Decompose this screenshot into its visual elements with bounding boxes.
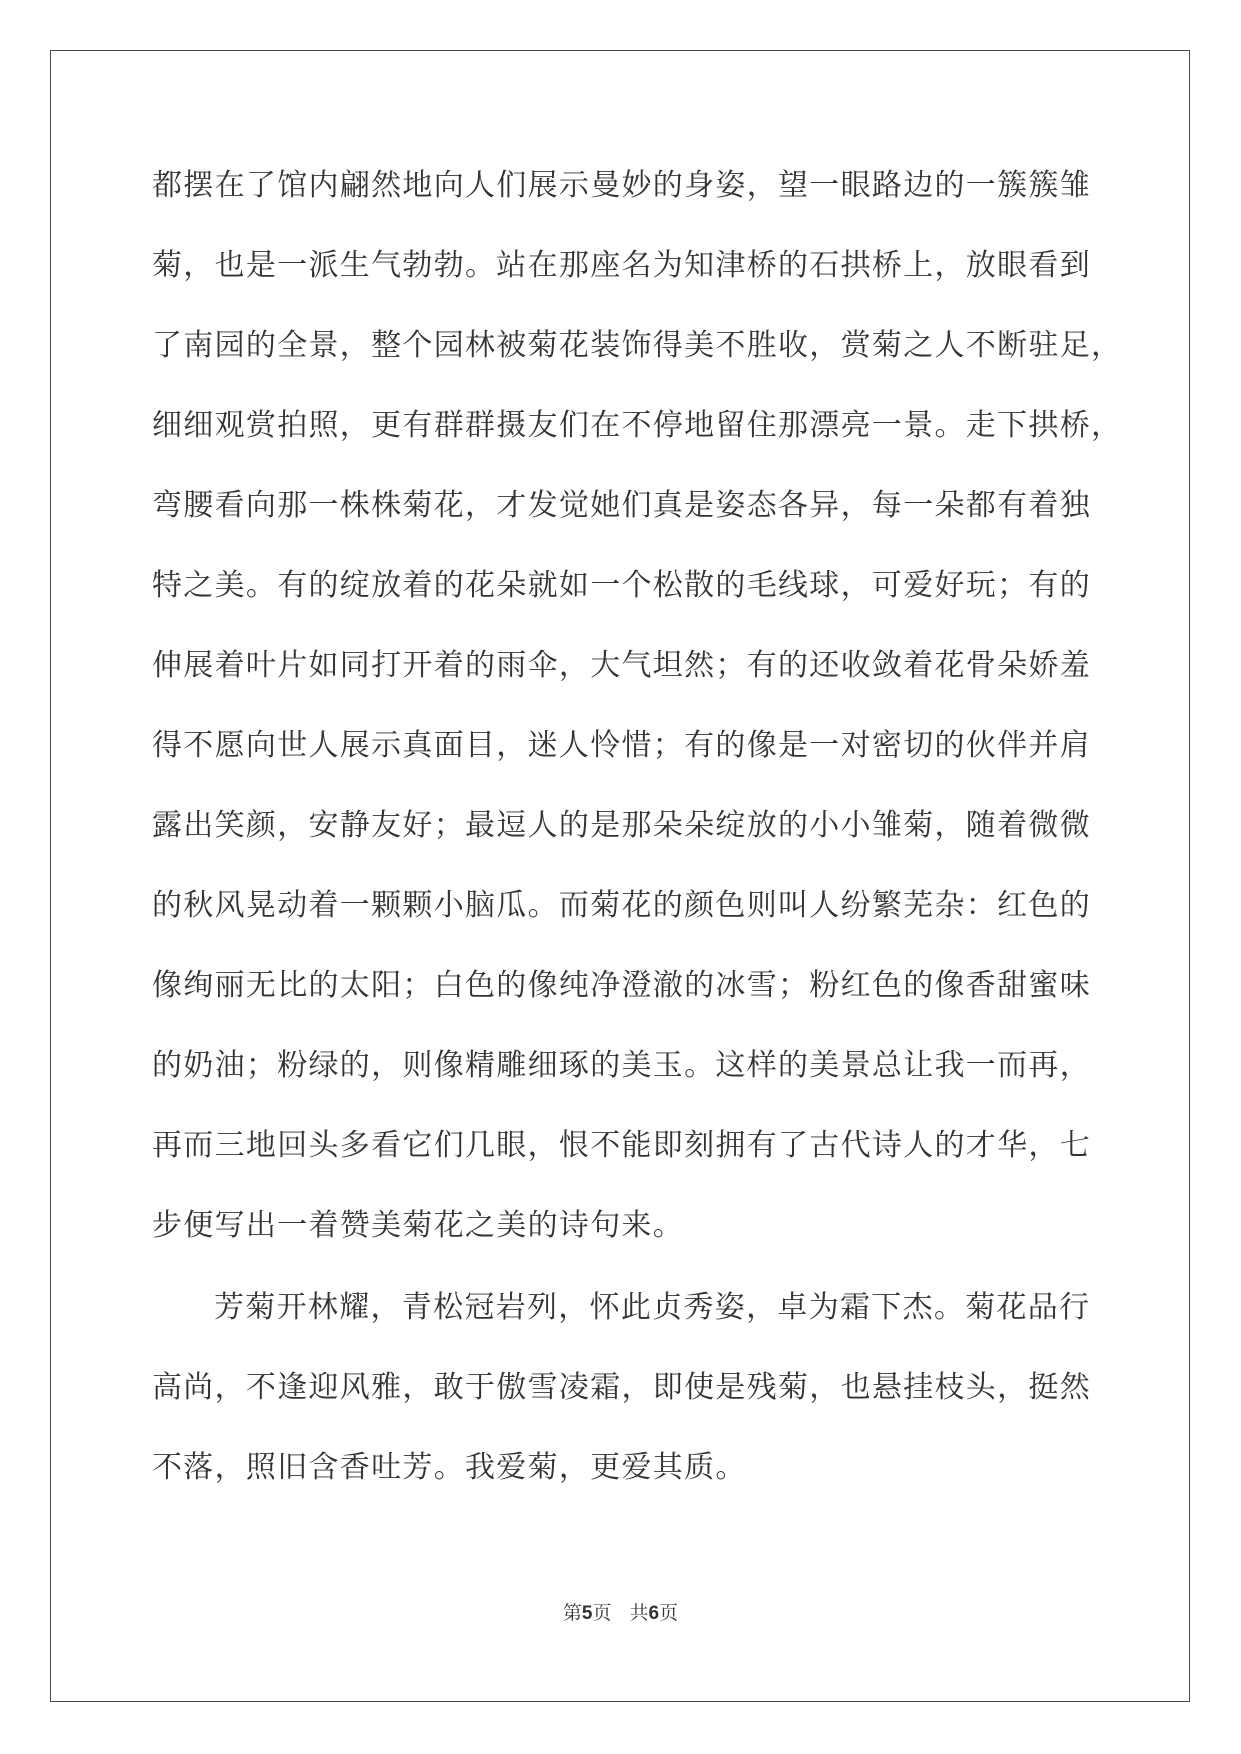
paragraph-1-line-6: 特之美。有的绽放着的花朵就如一个松散的毛线球，可爱好玩；有的 <box>152 568 1091 603</box>
paragraph-1-line-2: 菊，也是一派生气勃勃。站在那座名为知津桥的石拱桥上，放眼看到 <box>152 248 1091 283</box>
paragraph-2-line-1: 芳菊开林耀，青松冠岩列，怀此贞秀姿，卓为霜下杰。菊花品行 <box>214 1290 1091 1325</box>
page-total-prefix: 共 <box>629 1602 649 1624</box>
paragraph-1-line-10: 的秋风晃动着一颗颗小脑瓜。而菊花的颜色则叫人纷繁芜杂：红色的 <box>152 888 1091 923</box>
page-total-suffix: 页 <box>659 1602 679 1624</box>
document-body <box>152 162 1123 1524</box>
paragraph-1-line-1: 都摆在了馆内翩然地向人们展示曼妙的身姿，望一眼路边的一簇簇雏 <box>152 168 1091 203</box>
paragraph-1-line-12: 的奶油；粉绿的，则像精雕细琢的美玉。这样的美景总让我一而再， <box>152 1048 1091 1083</box>
paragraph-1-line-5: 弯腰看向那一株株菊花，才发觉她们真是姿态各异，每一朵都有着独 <box>152 488 1091 523</box>
paragraph-2-line-3: 不落，照旧含香吐芳。我爱菊，更爱其质。 <box>152 1450 747 1485</box>
paragraph-1-line-4: 细细观赏拍照，更有群群摄友们在不停地留住那漂亮一景。走下拱桥， <box>152 408 1123 443</box>
paragraph-1-line-11: 像绚丽无比的太阳；白色的像纯净澄澈的冰雪；粉红色的像香甜蜜味 <box>152 968 1091 1003</box>
paragraph-1-line-7: 伸展着叶片如同打开着的雨伞，大气坦然；有的还收敛着花骨朵娇羞 <box>152 648 1091 683</box>
page-number-prefix: 第 <box>562 1602 582 1624</box>
paragraph-1-line-14: 步便写出一着赞美菊花之美的诗句来。 <box>152 1208 685 1243</box>
page-footer <box>0 1598 1241 1625</box>
paragraph-1-line-8: 得不愿向世人展示真面目，迷人怜惜；有的像是一对密切的伙伴并肩 <box>152 728 1091 763</box>
page-number-current: 5 <box>581 1603 593 1624</box>
paragraph-1-line-3: 了南园的全景，整个园林被菊花装饰得美不胜收，赏菊之人不断驻足， <box>152 328 1123 363</box>
page-number-suffix: 页 <box>592 1602 612 1624</box>
paragraph-1-line-13: 再而三地回头多看它们几眼，恨不能即刻拥有了古代诗人的才华，七 <box>152 1128 1091 1163</box>
paragraph-1-line-9: 露出笑颜，安静友好；最逗人的是那朵朵绽放的小小雏菊，随着微微 <box>152 808 1091 843</box>
page-total-count: 6 <box>648 1603 660 1624</box>
paragraph-2-line-2: 高尚，不逢迎风雅，敢于傲雪凌霜，即使是残菊，也悬挂枝头，挺然 <box>152 1370 1091 1405</box>
